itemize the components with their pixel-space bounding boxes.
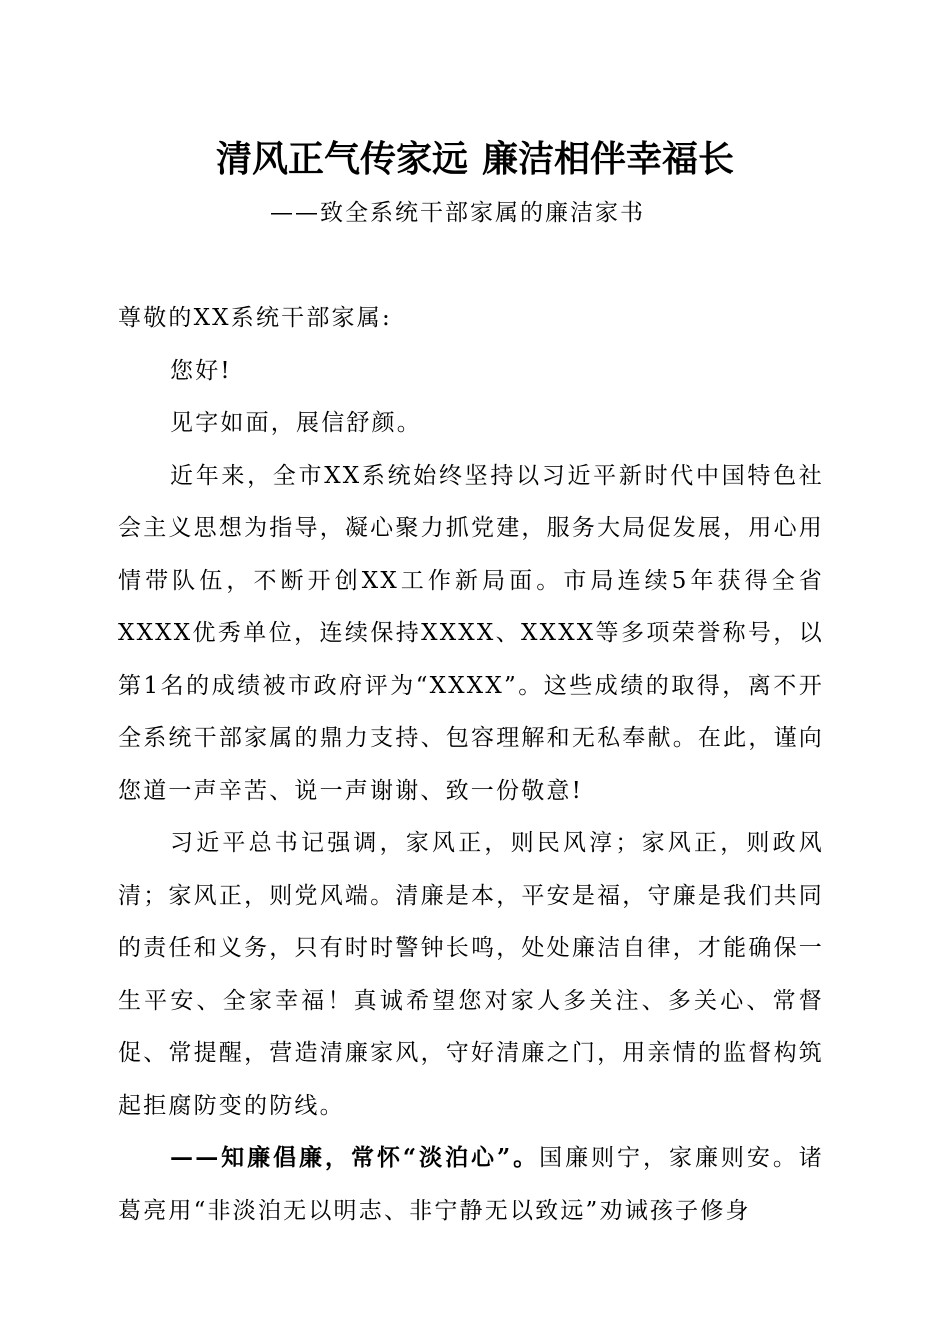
- paragraph-integrity-heading: ——知廉倡廉，常怀“淡泊心”。: [170, 1144, 540, 1171]
- salutation: 尊敬的XX系统干部家属:: [118, 305, 392, 331]
- paragraph-achievements: 近年来，全市XX系统始终坚持以习近平新时代中国特色社会主义思想为指导，凝心聚力抓党建，服务大局促发展，用心用情带队伍，不断开创XX工作新局面。市局连续5年获得全省XXXX优秀单位，连续保持XXXX、XXXX等多项荣誉称号，以第1名的成绩被市政府评为“XXXX”。这些成绩的取得，离不开全系统干部家属的鼎力支持、包容理解和无私奉献。在此，谨向您道一声辛苦、说一声谢谢、致一份敬意!: [118, 462, 824, 804]
- title-part-1: 清风正气传家远: [215, 138, 468, 180]
- letter-body: [118, 292, 824, 1237]
- greeting: 您好!: [170, 357, 232, 384]
- document-title: [0, 134, 950, 184]
- document-subtitle: ——致全系统干部家属的廉洁家书: [270, 200, 645, 226]
- opening-line: 见字如面，展信舒颜。: [170, 410, 422, 436]
- title-part-2: 廉洁相伴幸福长: [482, 138, 735, 180]
- paragraph-integrity: [118, 1132, 824, 1237]
- paragraph-integrity-text: 国廉则宁，家廉则安。诸葛亮用“非淡泊无以明志、非宁静无以致远”劝诫孩子修身: [118, 1145, 824, 1224]
- paragraph-family-style: 习近平总书记强调，家风正，则民风淳；家风正，则政风清；家风正，则党风端。清廉是本，平安是福，守廉是我们共同的责任和义务，只有时时警钟长鸣，处处廉洁自律，才能确保一生平安、全家幸福！真诚希望您对家人多关注、多关心、常督促、常提醒，营造清廉家风，守好清廉之门，用亲情的监督构筑起拒腐防变的防线。: [118, 830, 824, 1119]
